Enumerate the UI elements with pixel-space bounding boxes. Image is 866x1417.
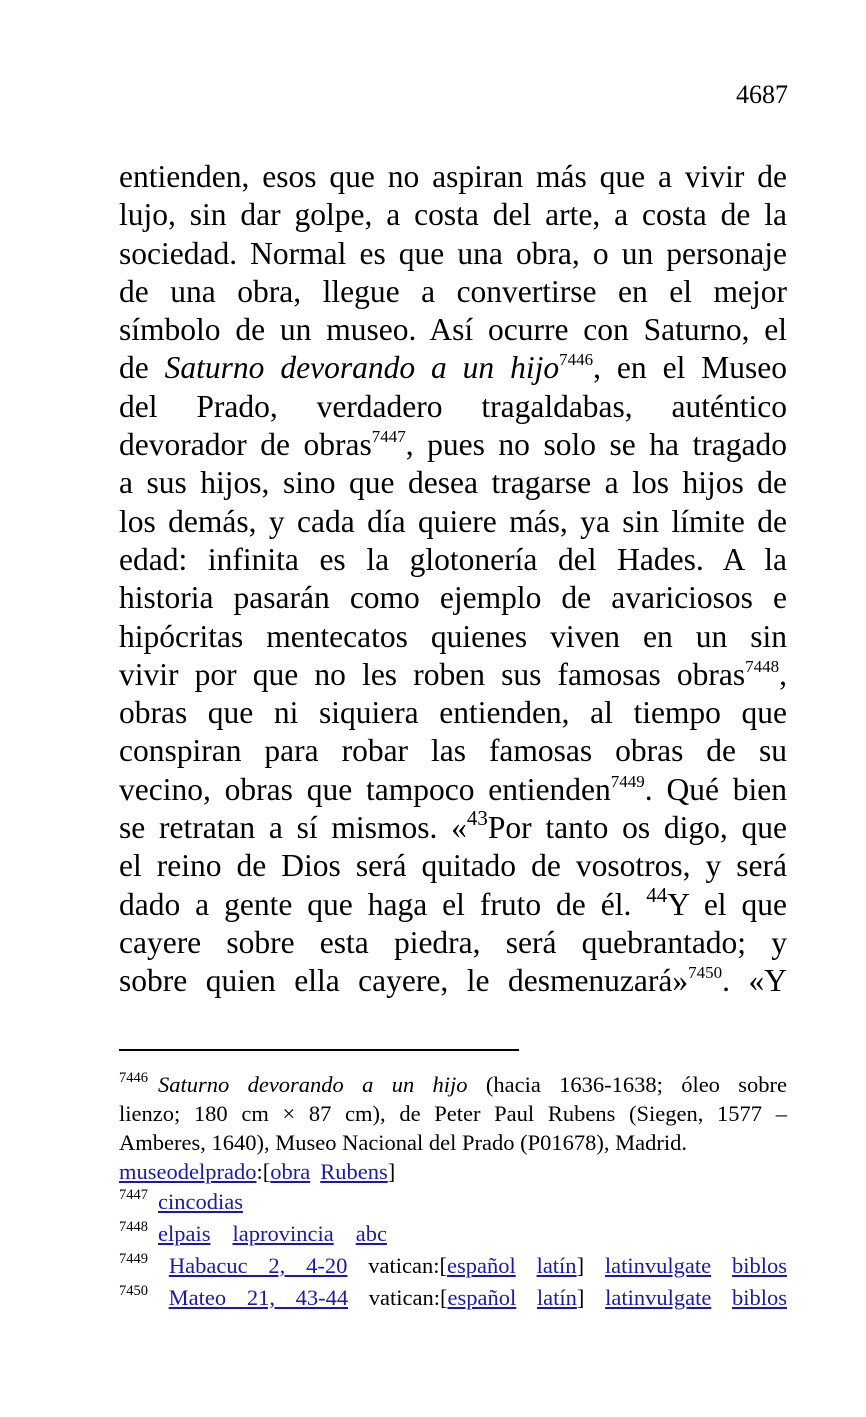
body-line: historia pasarán como ejemplo de avariciosos e (119, 580, 787, 616)
verse-number: 44 (646, 882, 668, 907)
footnote-number: 7447 (119, 1187, 148, 1203)
footnote-ref[interactable]: 7447 (371, 427, 406, 447)
body-line: a sus hijos, sino que desea tragarse a los hijos de (119, 465, 787, 501)
text-span: ] (576, 1253, 585, 1278)
link-mateo[interactable]: Mateo 21, 43-44 (168, 1285, 349, 1310)
footnote-ref[interactable]: 7448 (745, 656, 780, 676)
text-span: :[ (256, 1159, 271, 1184)
text-span: , (779, 656, 787, 692)
link-espanol[interactable]: español (446, 1253, 516, 1278)
footnote-ref[interactable]: 7449 (610, 771, 645, 791)
body-line: lujo, sin dar golpe, a costa del arte, a costa de la (119, 197, 787, 233)
text-span: , en el Museo (593, 350, 787, 386)
body-line: cayere sobre esta piedra, será quebrantado; y (119, 924, 787, 960)
body-line: sociedad. Normal es que una obra, o un personaje (119, 235, 787, 271)
link-cincodias[interactable]: cincodias (158, 1189, 243, 1214)
footnotes (119, 1070, 787, 1314)
artwork-title: Saturno devorando a un hijo (158, 1072, 468, 1097)
text-span: ] (576, 1285, 585, 1310)
body-line (119, 882, 787, 924)
text-span: . «Y (722, 963, 788, 999)
body-line: de una obra, llegue a convertirse en el mejor (119, 273, 787, 309)
body-text (119, 158, 787, 1001)
footnote-number: 7448 (119, 1219, 148, 1235)
body-line: obras que ni siquiera entienden, al tiempo que (119, 695, 787, 731)
page-number: 4687 (736, 80, 788, 109)
body-line (119, 771, 787, 809)
text-span: , pues no solo se ha tragado (405, 427, 787, 463)
text-span: vatican:[ (368, 1253, 447, 1278)
body-line: hipócritas mentecatos quienes viven en un sin (119, 618, 787, 654)
footnote-ref[interactable]: 7450 (688, 963, 723, 983)
body-line (119, 806, 787, 847)
footnote-7449 (119, 1250, 787, 1282)
footnote-7446-line (119, 1070, 787, 1099)
text-span: sobre quien ella cayere, le desmenuzará» (119, 963, 689, 999)
link-abc[interactable]: abc (355, 1221, 387, 1246)
link-latinvulgate[interactable]: latinvulgate (605, 1285, 712, 1310)
footnote-7446-links (119, 1157, 787, 1186)
text-span: dado a gente que haga el fruto de él. (119, 886, 647, 922)
footnote-7446-line: lienzo; 180 cm × 87 cm), de Peter Paul Rubens (Siegen, 1577 – (119, 1101, 787, 1126)
body-line: símbolo de un museo. Así ocurre con Saturno, el (119, 312, 787, 348)
body-line: entienden, esos que no aspiran más que a vivir de (119, 159, 787, 194)
link-rubens[interactable]: Rubens (320, 1159, 388, 1184)
link-latin[interactable]: latín (536, 1285, 577, 1310)
text-span: vivir por que no les roben sus famosas obras (119, 656, 746, 692)
text-span: Y el que (667, 886, 787, 922)
text-span: . Qué bien (644, 771, 787, 807)
text-span: (hacia 1636-1638; óleo sobre (467, 1072, 787, 1097)
text-span: vatican:[ (368, 1285, 448, 1310)
link-biblos[interactable]: biblos (732, 1253, 788, 1278)
body-line (119, 962, 787, 1000)
link-elpais[interactable]: elpais (158, 1221, 211, 1246)
footnote-7448 (119, 1218, 787, 1250)
body-line (119, 426, 787, 464)
verse-number: 43 (466, 806, 488, 831)
body-line: edad: infinita es la glotonería del Hades. A la (119, 541, 787, 577)
link-espanol[interactable]: español (447, 1285, 517, 1310)
text-span: devorador de obras (119, 427, 372, 463)
link-latin[interactable]: latín (536, 1253, 577, 1278)
body-line: los demás, y cada día quiere más, ya sin límite de (119, 503, 787, 539)
footnote-number: 7450 (119, 1283, 148, 1299)
text-span: vecino, obras que tampoco entienden (119, 771, 611, 807)
text-span: Por tanto os digo, que (487, 810, 787, 846)
link-laprovincia[interactable]: laprovincia (232, 1221, 334, 1246)
body-line (119, 349, 787, 387)
body-line: conspiran para robar las famosas obras de su (119, 733, 787, 769)
body-line: del Prado, verdadero tragaldabas, auténtico (119, 388, 787, 424)
link-obra[interactable]: obra (270, 1159, 311, 1184)
body-line: el reino de Dios será quitado de vosotros, y será (119, 848, 787, 884)
link-latinvulgate[interactable]: latinvulgate (604, 1253, 712, 1278)
text-span: se retratan a sí mismos. « (119, 810, 467, 846)
footnote-ref[interactable]: 7446 (559, 350, 594, 370)
footnote-7447 (119, 1186, 787, 1218)
footnote-7450 (119, 1282, 787, 1314)
text-span: de (119, 350, 165, 386)
link-habacuc[interactable]: Habacuc 2, 4-20 (168, 1253, 348, 1278)
footnote-number: 7446 (119, 1070, 148, 1086)
body-line (119, 656, 787, 694)
text-span: ] (387, 1159, 396, 1184)
footnote-separator (119, 1049, 519, 1051)
link-museodelprado[interactable]: museodelprado (119, 1159, 257, 1184)
link-biblos[interactable]: biblos (731, 1285, 787, 1310)
footnote-7446-line: Amberes, 1640), Museo Nacional del Prado (P01678), Madrid. (119, 1130, 688, 1155)
artwork-title: Saturno devorando a un hijo (164, 350, 560, 386)
footnote-number: 7449 (119, 1251, 148, 1267)
